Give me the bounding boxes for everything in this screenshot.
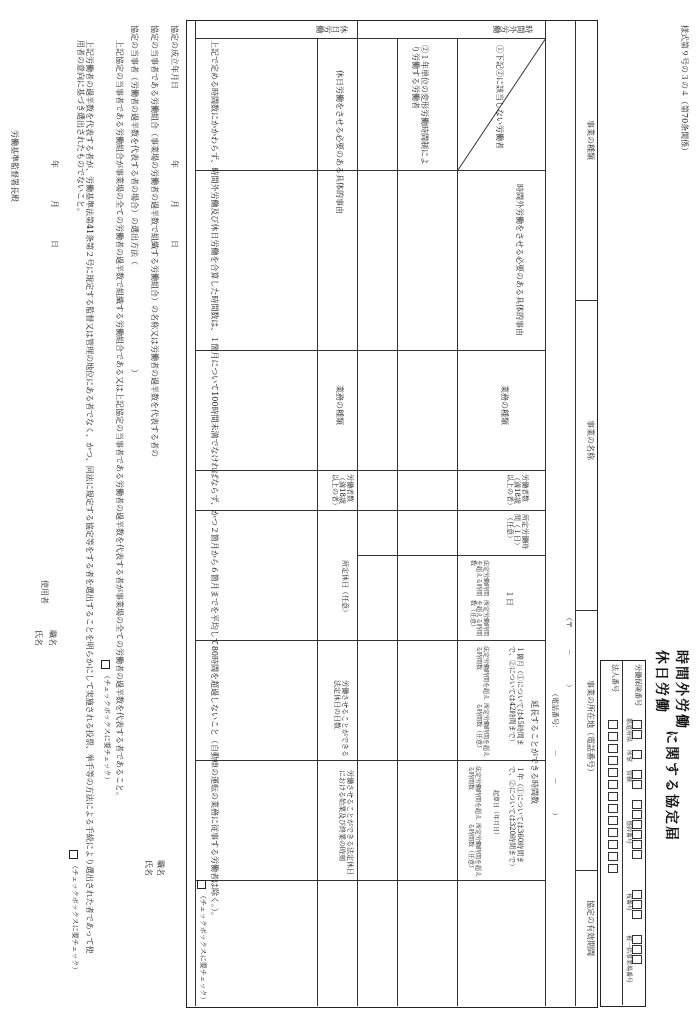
check-note-2: （チェックボックスに要チェック） <box>103 672 111 784</box>
legal-over-month: 法定労働時間を超える時間数 <box>475 646 489 701</box>
employer-role[interactable]: 職名 <box>48 630 57 646</box>
overtime-prescribed-header: 所定労働時間（１日）（任意） <box>505 514 529 549</box>
holiday-prescribed-header: 所定休日（任意） <box>341 560 349 616</box>
hdr-business-name: 事業の名称 <box>586 420 595 460</box>
prescribed-over-day: 所定労働時間を超える時間数（任意） <box>468 600 489 637</box>
holiday-reason-header: 休日労働をさせる必要のある具体的事由 <box>335 70 344 214</box>
overtime-job-header: 業務の種類 <box>500 385 509 425</box>
label-shosho: 所掌 <box>625 750 632 763</box>
overtime-side-label: 時間外労働 <box>493 24 533 34</box>
phone-number[interactable]: （電話番号： － － ） <box>551 690 559 820</box>
holiday-side-label: 休日労働 <box>316 24 348 34</box>
label-kikan: 基幹番号 <box>625 820 632 845</box>
holiday-workers-header: 労働者数（満18歳以上の者） <box>330 474 354 509</box>
submit-month[interactable]: 月 <box>50 200 59 208</box>
check-note-3: （チェックボックスに要チェック） <box>71 862 79 974</box>
holiday-job-header: 業務の種類 <box>335 385 344 425</box>
agreement-day[interactable]: 日 <box>170 240 179 248</box>
start-date-label: 起算日（年月日） <box>492 790 499 839</box>
row2-label: ②１年単位の変形労働時間制により労働する労働者 <box>411 45 429 165</box>
employer-label: 使用者 <box>40 580 49 604</box>
check-row-top <box>195 20 196 1006</box>
year-header: １年（①については360時間まで、②については320時間まで） <box>508 766 524 871</box>
agreement-month[interactable]: 月 <box>170 200 179 208</box>
check-statement: 上記で定める時間数にかかわらず、時間外労働及び休日労働を合算した時間数は、１箇月について100時間未満でなければならず、かつ２箇月から６箇月までを平均して80時間を超過しないこと（自動車の運転の業務に従事する労働者は除く。）。 <box>210 40 219 920</box>
prescribed-over-year: 所定労働時間を超える時間数（任意） <box>467 823 481 878</box>
elect-method[interactable]: 協定の当事者（労働者の過半数を代表する者の場合）の選出方法（ ） <box>130 25 139 377</box>
agreement-year[interactable]: 年 <box>170 160 179 168</box>
hdr-business-type: 事業の種類 <box>586 120 595 160</box>
legal-over-day: 法定労働時間を超える時間数 <box>468 560 489 597</box>
check-statement-checkbox[interactable] <box>197 880 206 889</box>
form-title-suffix: に関する協定届 <box>663 730 679 842</box>
hdr-validity: 協定の有効期間 <box>586 900 595 956</box>
check-note-1: （チェックボックスに要チェック） <box>199 892 207 1004</box>
holiday-header-bottom <box>317 38 318 1006</box>
office-head: 労働基準監督署長殿 <box>10 130 19 202</box>
submit-year[interactable]: 年 <box>50 160 59 168</box>
union-name[interactable]: 氏名 <box>144 860 153 876</box>
employer-name[interactable]: 氏名 <box>34 630 43 646</box>
agreement-date-label: 協定の成立年月日 <box>170 25 179 89</box>
confirm-1-checkbox[interactable] <box>101 660 110 669</box>
hdr-business-address: 事業の所在地（電話番号） <box>586 680 595 776</box>
label-kankatsu: 管轄 <box>625 770 632 783</box>
extend-header: 延長することができる時間数 <box>530 700 539 804</box>
legal-over-year: 法定労働時間を超える時間数 <box>467 766 481 821</box>
union-role[interactable]: 職名 <box>156 860 165 876</box>
confirm-2: 上記労働者の過半数を代表する者が、労働基準法第41条第２号に規定する監督又は管理の地位にある者でなく、かつ、同法に規定する協定等をする者を選出することを明らかにして実施される投票、挙手等の方法による手続により選出された者であって使用者の意向に基づき選出されたものでないこと。 <box>76 40 94 954</box>
submit-day[interactable]: 日 <box>50 240 59 248</box>
label-edaban: 枝番号 <box>625 893 632 912</box>
confirm-1: 上記協定の当事者である労働組合が事業場の全ての労働者の過半数で組織する労働組合である又は上記協定の当事者である労働者の過半数を代表する者が事業場の全ての労働者の過半数を代表する者であること。 <box>115 40 124 800</box>
confirm-2-checkbox[interactable] <box>69 850 78 859</box>
legal-holiday-days-header: 労働させることができる法定休日の日数 <box>333 680 349 757</box>
form-title-overtime: 時間外労働 <box>673 650 689 730</box>
overtime-workers-header: 労働者数（満18歳以上の者） <box>505 474 529 509</box>
form-title-holiday: 休日労働 <box>653 650 669 714</box>
month-header: １箇月（①については45時間まで、②については42時間まで） <box>508 646 524 746</box>
overtime-reason-header: 時間外労働をさせる必要のある具体的事由 <box>515 184 524 336</box>
postal-code[interactable]: （〒 － ） <box>565 614 573 691</box>
union-line: 協定の当事者である労働組合（事業場の労働者の過半数で組織する労働組合）の名称又は労働者の過半数を代表する者の <box>150 25 159 457</box>
prescribed-over-month: 所定労働時間を超える時間数（任意） <box>475 703 489 758</box>
row1-label: ①下記②に該当しない労働者 <box>495 45 504 149</box>
label-prefecture: 都道府県 <box>625 718 632 743</box>
row-divider <box>397 38 398 1006</box>
insurance-number-label: 労働保険番号 <box>634 664 642 706</box>
label-ikkatsu: 被一括事業場番号 <box>625 935 632 984</box>
day-header: １日 <box>505 590 514 606</box>
form-id: 様式第９号の３の４（第70条関係） <box>680 25 689 156</box>
legal-holiday-hours-header: 労働させることができる法定休日における始業及び終業の時刻 <box>338 770 354 875</box>
corp-number-label: 法人番号 <box>611 664 619 692</box>
